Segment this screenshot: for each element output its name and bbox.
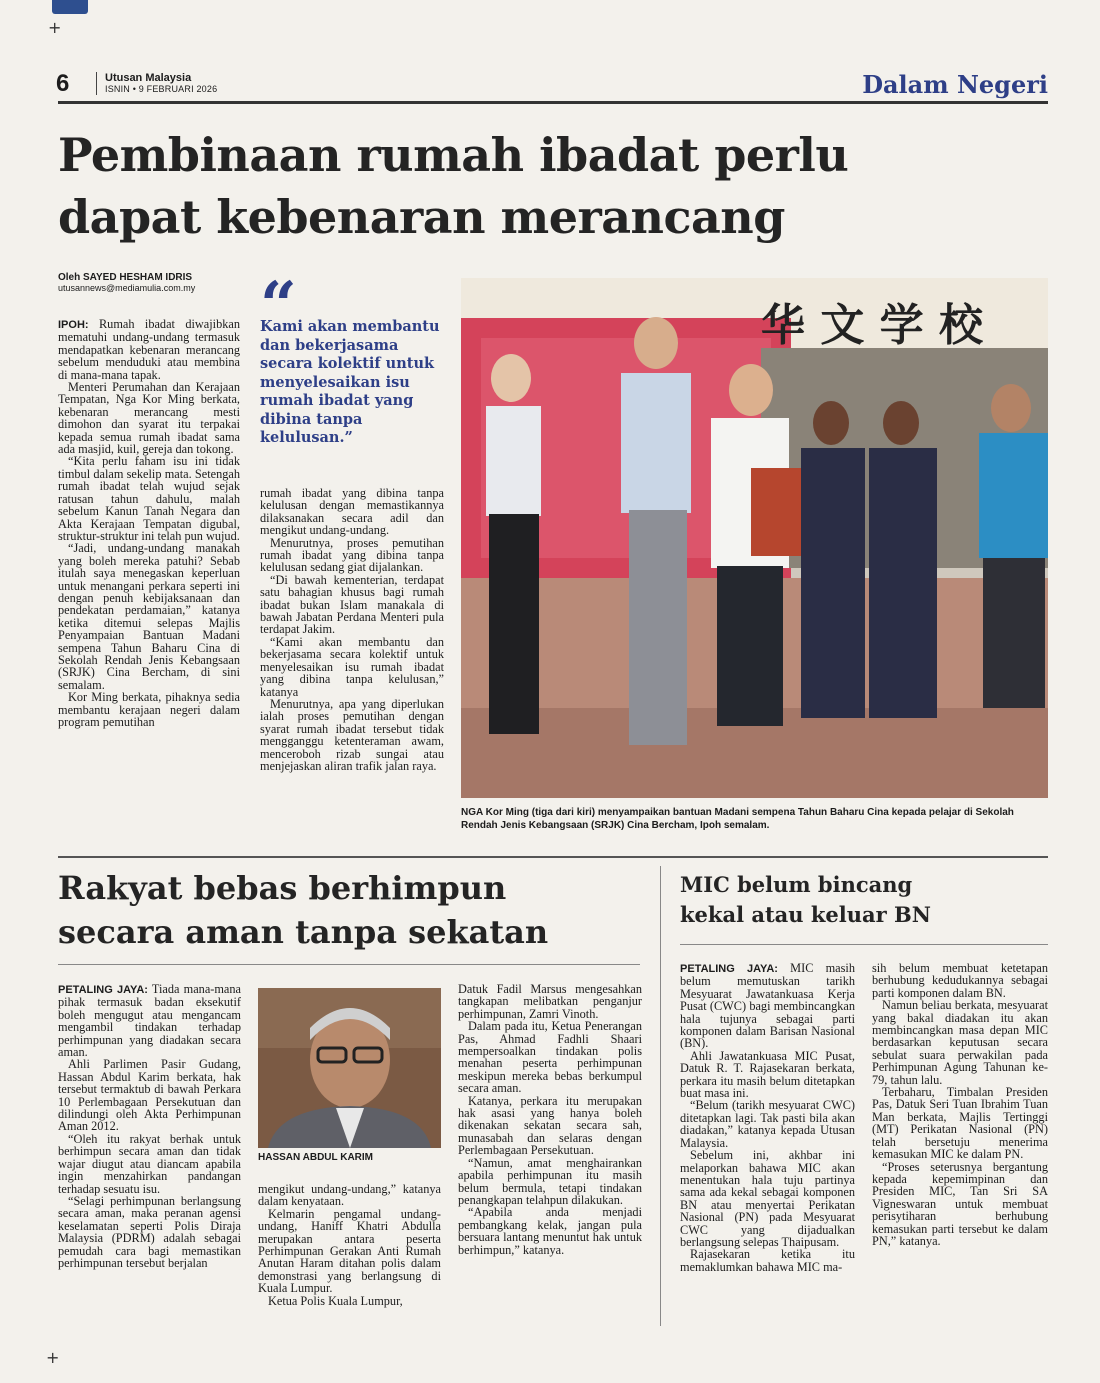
paragraph: Ketua Polis Kuala Lumpur,	[268, 1293, 403, 1308]
paragraph: PETALING JAYA: MIC masih belum memutuskan tarikh Mesyuarat Jawatankuasa Kerja Pusat (CWC) bagi membincangkan hala tujunya sebagai parti komponen dalam Barisan Nasional (BN).	[680, 961, 855, 1051]
story3-headline-line1: MIC belum bincang	[680, 872, 913, 897]
paragraph: “Jadi, undang-undang manakah yang boleh mereka patuhi? Sebab itulah saya menegaskan keperluan untuk menangani perkara seperti ini dengan penuh kebijaksanaan dan pendekatan perdamaian,” katanya ketika ditemui selepas Majlis Penyampaian Bantuan Madani sempena Tahun Baharu Cina di Sekolah Rendah Jenis Kebangsaan (SRJK) Cina Bercham, di sini semalam.	[58, 541, 240, 692]
paragraph: “Kami akan membantu dan bekerjasama secara kolektif untuk menyelesaikan isu rumah ibadat yang dibina tanpa kelulusan,” katanya	[260, 634, 444, 699]
byline	[58, 272, 248, 293]
author-email: utusannews@mediamulia.com.my	[58, 283, 196, 293]
paragraph: “Belum (tarikh mesyuarat CWC) ditetapkan lagi. Tak pasti bila akan diadakan,” katanya kepada Utusan Malaysia.	[680, 1098, 855, 1150]
paragraph: Katanya, perkara itu merupakan hak asasi yang hanya boleh dikenakan sekatan secara sah, munasabah dan selaras dengan Perlembagaan Persekutuan.	[458, 1093, 642, 1158]
quote-mark-icon: “	[260, 268, 297, 343]
paragraph: Menurutnya, proses pemutihan rumah ibadat yang dibina tanpa kelulusan sedang giat dijalankan.	[260, 535, 444, 575]
main-photo	[461, 278, 1048, 798]
author-name: Oleh SAYED HESHAM IDRIS	[58, 272, 193, 283]
paragraph: “Namun, amat menghairankan apabila perhimpunan itu masih belum bermula, tetapi tindakan penangkapan telahpun dilakukan.	[458, 1155, 642, 1207]
paragraph: “Apabila anda menjadi pembangkang kelak, jangan pula bersuara lantang menuntut hak untuk berhimpun,” katanya.	[458, 1205, 642, 1257]
paragraph: IPOH: Rumah ibadat diwajibkan mematuhi undang-undang termasuk mendapatkan kebenaran merancang sebelum menduduki atau membina di mana-mana tapak.	[58, 317, 240, 382]
section-title: Dalam Negeri	[862, 70, 1048, 99]
paragraph: Ahli Jawatankuasa MIC Pusat, Datuk R. T. Rajasekaran berkata, perkara itu masih belum ditetapkan buat masa ini.	[680, 1048, 855, 1101]
column-divider	[660, 866, 661, 1326]
masthead	[96, 72, 217, 95]
paragraph: PETALING JAYA: Tiada mana-mana pihak termasuk badan eksekutif boleh mengugut atau mengancam mengambil tindakan terhadap perhimpunan yang diadakan secara aman.	[58, 982, 242, 1060]
paragraph: Rajasekaran ketika itu memaklumkan bahawa MIC ma-	[680, 1247, 855, 1274]
paragraph: mengikut undang-undang,” katanya dalam kenyataan.	[258, 1182, 441, 1209]
paragraph: Sebelum ini, akhbar ini melaporkan bahawa MIC akan menentukan hala tuju partinya sama ada kekal sebagai komponen BN atau menyertai Perikatan Nasional (PN) pada Mesyuarat CWC yang dijadualkan berlangsung selepas Thaipusam.	[680, 1148, 855, 1249]
dateline: PETALING JAYA:	[58, 984, 148, 996]
paragraph: Dalam pada itu, Ketua Penerangan Pas, Ahmad Fadhli Shaari mempersoalkan tindakan polis menahan peserta perhimpunan meskipun mereka bebas berkumpul secara aman.	[458, 1019, 642, 1096]
paragraph: Menurutnya, apa yang diperlukan ialah proses pemutihan dengan syarat rumah ibadat tersebut tidak mengganggu ketenteraman awam, menceroboh rizab sungai atau menjejaskan aliran trafik jalan raya.	[260, 696, 444, 773]
registration-mark-icon: +	[46, 1348, 60, 1367]
story2-photo-caption: HASSAN ABDUL KARIM	[258, 1152, 373, 1163]
story3-rule	[680, 944, 1048, 945]
main-headline-line1: Pembinaan rumah ibadat perlu	[58, 128, 849, 182]
paragraph: Datuk Fadil Marsus mengesahkan tangkapan melibatkan penganjur perhimpunan, Zamri Vinoth.	[458, 982, 642, 1021]
main-photo-caption: NGA Kor Ming (tiga dari kiri) menyampaikan bantuan Madani sempena Tahun Baharu Cina kepada pelajar di Sekolah Rendah Jenis Kebangsaan (SRJK) Cina Bercham, Ipoh semalam.	[461, 807, 1014, 831]
story3-column-2	[872, 962, 1048, 1247]
story3-headline	[680, 870, 1040, 930]
main-headline-line2: dapat kebenaran merancang	[58, 190, 785, 244]
paragraph: Terbaharu, Timbalan Presiden Pas, Datuk Seri Tuan Ibrahim Tuan Man berkata, Majlis Tertinggi (MT) Perikatan Nasional (PN) telah bersetuju menerima kemasukan MIC ke dalam PN.	[872, 1085, 1048, 1162]
story2-rule	[58, 964, 640, 965]
ceremony-photo-image	[461, 278, 1048, 798]
paragraph: Kor Ming berkata, pihaknya sedia membantu kerajaan negeri dalam program pemutihan	[58, 690, 240, 729]
paragraph: “Oleh itu rakyat berhak untuk berhimpun secara aman dan tidak wajar diugut atau diancam apabila ingin menzahirkan pandangan terhadap sesuatu isu.	[58, 1131, 241, 1196]
paragraph: “Selagi perhimpunan berlangsung secara aman, maka peranan agensi keselamatan seperti Polis Diraja Malaysia (PDRM) adalah sebagai pemudah cara bagi memastikan perhimpunan tersebut berjalan	[58, 1193, 241, 1270]
story2-column-2	[258, 1183, 441, 1307]
paragraph: sih belum membuat ketetapan berhubung kedudukannya sebagai parti komponen dalam BN.	[872, 961, 1048, 1000]
story2-headline	[58, 866, 638, 954]
paragraph: Kelmarin pengamal undang-undang, Haniff Khatri Abdulla merupakan antara peserta Perhimpunan Gerakan Anti Rumah Anutan Haram ditahan polis dalam demonstrasi yang berlangsung di Kuala Lumpur.	[258, 1206, 441, 1296]
main-story-column-2	[260, 487, 444, 772]
paragraph: “Di bawah kementerian, terdapat satu bahagian khusus bagi rumah ibadat bukan Islam manakala di bawah Jabatan Perdana Menteri pula terdapat Jakim.	[260, 572, 444, 637]
paragraph: Ahli Parlimen Pasir Gudang, Hassan Abdul Karim berkata, hak tersebut termaktub di bawah Perkara 10 Perlembagaan Persekutuan dan dilindungi oleh Akta Perhimpunan Aman 2012.	[58, 1057, 241, 1134]
paragraph: “Kita perlu faham isu ini tidak timbul dalam sekelip mata. Setengah rumah ibadat telah wujud sejak ratusan tahun dahulu, malah sebelum Kanun Tanah Negara dan Akta Kerajaan Tempatan digubal, struktur-struktur ini telah pun wujud.	[58, 454, 240, 543]
page-tab-marker	[52, 0, 88, 14]
dateline: IPOH:	[58, 319, 89, 331]
story2-column-1	[58, 983, 241, 1269]
section-divider	[58, 856, 1048, 858]
paragraph: Namun beliau berkata, mesyuarat yang bakal diadakan itu akan membincangkan masa depan MIC berdasarkan keputusan secara sebulat suara perwakilan pada Perhimpunan Agung Tahunan ke-79, tahun lalu.	[872, 998, 1048, 1087]
paragraph: rumah ibadat yang dibina tanpa kelulusan dengan memastikannya dilaksanakan secara adil dan mengikut undang-undang.	[260, 486, 444, 538]
issue-date: ISNIN • 9 FEBRUARI 2026	[105, 84, 218, 94]
story3-column-1	[680, 962, 855, 1273]
main-headline	[58, 124, 1038, 248]
story2-photo	[258, 988, 441, 1148]
banner-text: 华 文 学 校	[761, 300, 983, 351]
main-story-column-1	[58, 318, 240, 728]
story2-headline-line2: secara aman tanpa sekatan	[58, 913, 549, 951]
story2-column-3	[458, 983, 642, 1256]
paragraph: Menteri Perumahan dan Kerajaan Tempatan, Nga Kor Ming berkata, kebenaran merancang mesti dimohon dan syarat itu terpakai kepada semua rumah ibadat sama ada masjid, kuil, gereja dan tokong.	[58, 380, 240, 457]
portrait-image	[258, 988, 441, 1148]
registration-mark-icon: +	[48, 18, 62, 37]
page-number: 6	[56, 70, 70, 97]
dateline: PETALING JAYA:	[680, 963, 778, 975]
header-rule	[58, 101, 1048, 104]
story3-headline-line2: kekal atau keluar BN	[680, 902, 931, 927]
pull-quote: Kami akan membantu dan bekerjasama secara kolektif untuk menyelesaikan isu rumah ibadat yang dibina tanpa kelulusan.”	[260, 318, 440, 446]
paper-name: Utusan Malaysia	[105, 72, 192, 84]
story2-headline-line1: Rakyat bebas berhimpun	[58, 869, 507, 907]
paragraph: “Proses seterusnya bergantung kepada kepemimpinan dan Presiden MIC, Tan Sri SA Vigneswaran untuk membuat perisytiharan berhubung kemasukan parti tersebut ke dalam PN,” katanya.	[872, 1159, 1048, 1248]
